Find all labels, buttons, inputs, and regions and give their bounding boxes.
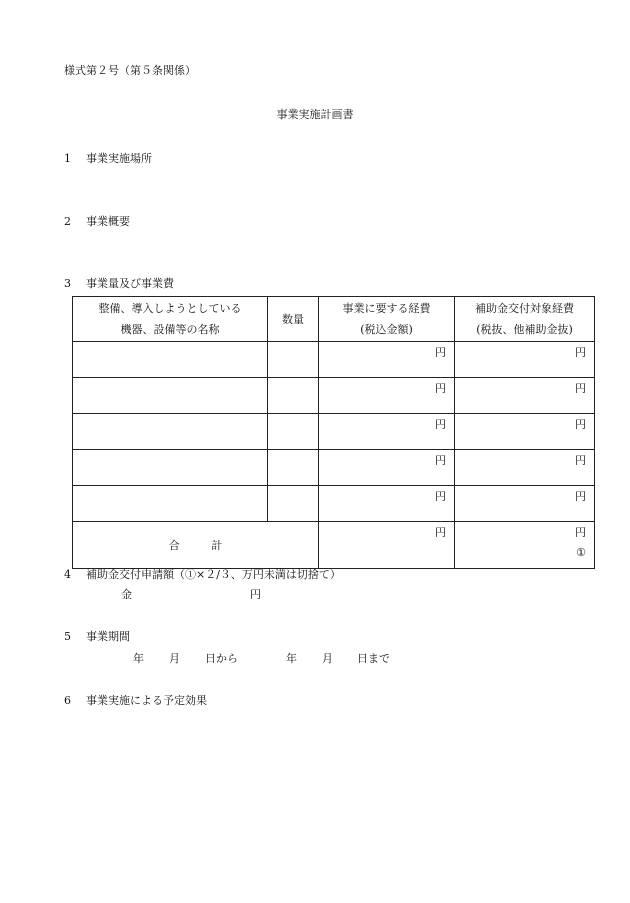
cost-table-header-row (73, 297, 595, 342)
equipment-name-cell[interactable] (73, 450, 268, 486)
quantity-cell[interactable] (268, 450, 319, 486)
yen-unit: 円 (575, 526, 586, 539)
circled-one-mark: ① (576, 546, 586, 559)
project-cost-cell[interactable] (319, 378, 455, 414)
period-start-day: 日から (205, 652, 238, 665)
header-subsidy-cost-line1: 補助金交付対象経費 (475, 302, 574, 315)
form-number: 様式第２号（第５条関係） (64, 64, 196, 77)
yen-unit: 円 (575, 382, 586, 395)
section-2-label: 事業概要 (86, 215, 130, 228)
table-row (73, 486, 595, 522)
cost-table (72, 296, 595, 569)
header-quantity: 数量 (268, 297, 319, 342)
table-row (73, 342, 595, 378)
total-project-cost-cell[interactable] (319, 522, 455, 569)
yen-unit: 円 (435, 454, 446, 467)
table-row (73, 450, 595, 486)
section-4-label: 補助金交付申請額（①×２/３、万円未満は切捨て） (86, 568, 341, 581)
period-end-month: 月 (322, 652, 333, 665)
header-project-cost-line2: (税込金額) (360, 323, 413, 336)
table-row (73, 378, 595, 414)
project-cost-cell[interactable] (319, 486, 455, 522)
header-project-cost (319, 297, 455, 342)
subsidy-cost-cell[interactable] (455, 450, 595, 486)
section-2-heading (64, 215, 130, 229)
total-row (73, 522, 595, 569)
total-subsidy-cost-cell[interactable] (455, 522, 595, 569)
yen-unit: 円 (435, 346, 446, 359)
equipment-name-cell[interactable] (73, 414, 268, 450)
subsidy-cost-cell[interactable] (455, 486, 595, 522)
yen-unit: 円 (435, 490, 446, 503)
section-5-heading (64, 630, 130, 644)
yen-unit: 円 (435, 382, 446, 395)
period-start-year: 年 (133, 652, 144, 665)
document-title: 事業実施計画書 (276, 108, 354, 121)
yen-unit: 円 (575, 490, 586, 503)
yen-unit: 円 (575, 346, 586, 359)
yen-unit: 円 (435, 418, 446, 431)
project-cost-cell[interactable] (319, 342, 455, 378)
equipment-name-cell[interactable] (73, 486, 268, 522)
quantity-cell[interactable] (268, 486, 319, 522)
section-6-label: 事業実施による予定効果 (86, 694, 207, 707)
subsidy-cost-cell[interactable] (455, 414, 595, 450)
yen-unit: 円 (575, 454, 586, 467)
section-3-heading (64, 277, 174, 291)
section-6-number: 6 (64, 694, 71, 707)
project-cost-cell[interactable] (319, 450, 455, 486)
equipment-name-cell[interactable] (73, 342, 268, 378)
header-subsidy-cost-line2: (税抜、他補助金抜) (476, 323, 573, 336)
table-row (73, 414, 595, 450)
subsidy-cost-cell[interactable] (455, 378, 595, 414)
yen-unit: 円 (575, 418, 586, 431)
subsidy-amount-kin: 金 (121, 588, 132, 601)
header-project-cost-line1: 事業に要する経費 (342, 302, 431, 315)
section-5-label: 事業期間 (86, 630, 130, 643)
total-label: 合 計 (73, 522, 319, 569)
section-1-heading (64, 152, 152, 166)
section-1-number: 1 (64, 152, 71, 165)
quantity-cell[interactable] (268, 378, 319, 414)
period-end-day: 日まで (357, 652, 390, 665)
header-equipment-name-line2: 機器、設備等の名称 (120, 323, 220, 336)
section-2-number: 2 (64, 215, 71, 228)
yen-unit: 円 (435, 526, 446, 539)
section-5-number: 5 (64, 630, 71, 643)
quantity-cell[interactable] (268, 342, 319, 378)
equipment-name-cell[interactable] (73, 378, 268, 414)
header-subsidy-cost (455, 297, 595, 342)
header-equipment-name (73, 297, 268, 342)
period-end-year: 年 (286, 652, 297, 665)
header-equipment-name-line1: 整備、導入しようとしている (98, 302, 242, 315)
section-3-label: 事業量及び事業費 (86, 277, 174, 290)
section-6-heading (64, 694, 207, 708)
section-3-number: 3 (64, 277, 71, 290)
subsidy-amount-yen: 円 (250, 588, 261, 601)
section-4-number: 4 (64, 568, 71, 581)
period-start-month: 月 (169, 652, 180, 665)
project-cost-cell[interactable] (319, 414, 455, 450)
section-1-label: 事業実施場所 (86, 152, 152, 165)
quantity-cell[interactable] (268, 414, 319, 450)
section-4-heading (64, 568, 341, 582)
subsidy-cost-cell[interactable] (455, 342, 595, 378)
